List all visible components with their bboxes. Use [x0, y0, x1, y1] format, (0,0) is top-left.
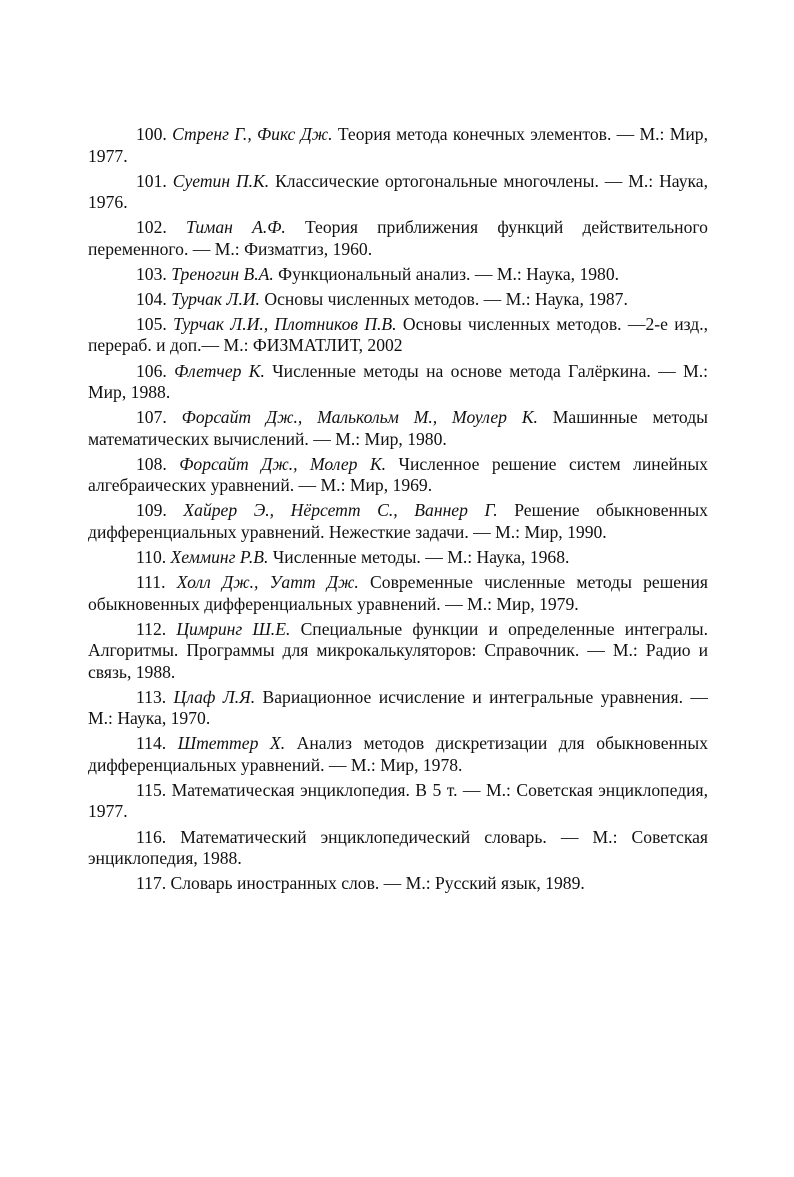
reference-number: 113. — [136, 686, 167, 707]
reference-number: 110. — [136, 546, 167, 567]
reference-authors: Флетчер К. — [174, 360, 265, 381]
reference-entry — [88, 572, 708, 615]
reference-authors: Цлаф Л.Я. — [173, 686, 256, 707]
bibliography-list — [88, 124, 708, 898]
reference-authors: Цимринг Ш.Е. — [176, 618, 291, 639]
reference-number: 112. — [136, 618, 167, 639]
reference-number: 106. — [136, 360, 167, 381]
reference-authors: Форсайт Дж., Малькольм М., Моулер К. — [181, 407, 538, 428]
reference-text: Численные методы на основе метода Галёркина. — М.: Мир, 1988. — [88, 360, 708, 403]
reference-entry — [88, 827, 708, 870]
reference-authors: Хемминг Р.В. — [170, 546, 269, 567]
reference-authors: Турчак Л.И. — [171, 288, 260, 309]
reference-number: 100. — [136, 124, 167, 144]
reference-text: Численные методы. — М.: Наука, 1968. — [272, 546, 570, 567]
reference-entry — [88, 733, 708, 776]
reference-authors: Стренг Г., Фикс Дж. — [172, 124, 333, 144]
reference-number: 111. — [136, 572, 166, 593]
reference-number: 115. — [136, 779, 167, 800]
reference-text: Анализ методов дискретизации для обыкновенных дифференциальных уравнений. — М.: Мир, 1978. — [88, 733, 708, 775]
reference-text: Основы численных методов. —2-е изд., перераб. и доп.— М.: ФИЗМАТЛИТ, 2002 — [88, 313, 708, 356]
reference-entry — [88, 780, 708, 823]
reference-text: Вариационное исчисление и интегральные уравнения. — М.: Наука, 1970. — [88, 686, 708, 729]
reference-number: 107. — [136, 407, 167, 428]
reference-entry — [88, 687, 708, 730]
reference-text: Математический энциклопедический словарь. — М.: Советская энциклопедия, 1988. — [88, 826, 708, 868]
reference-text: Современные численные методы решения обыкновенных дифференциальных уравнений. — М.: Мир, 1979. — [88, 572, 708, 614]
reference-text: Словарь иностранных слов. — М.: Русский язык, 1989. — [170, 873, 585, 894]
reference-number: 101. — [136, 170, 167, 191]
reference-text: Математическая энциклопедия. В 5 т. — М.: Советская энциклопедия, 1977. — [88, 779, 708, 822]
reference-authors: Штеттер Х. — [177, 733, 286, 754]
reference-entry — [88, 217, 708, 260]
reference-entry — [88, 124, 708, 167]
reference-text: Решение обыкновенных дифференциальных уравнений. Нежесткие задачи. — М.: Мир, 1990. — [88, 500, 708, 542]
reference-entry — [88, 361, 708, 404]
reference-number: 109. — [136, 500, 167, 521]
reference-number: 117. — [136, 873, 167, 894]
reference-entry — [88, 500, 708, 543]
reference-number: 116. — [136, 826, 167, 847]
reference-authors: Турчак Л.И., Плотников П.В. — [173, 313, 397, 334]
reference-entry — [88, 547, 708, 569]
reference-entry — [88, 289, 708, 311]
reference-entry — [88, 407, 708, 450]
reference-text: Функциональный анализ. — М.: Наука, 1980. — [278, 263, 620, 284]
reference-authors: Хайрер Э., Нёрсетт С., Ваннер Г. — [183, 500, 498, 521]
reference-authors: Треногин В.А. — [171, 263, 274, 284]
reference-number: 102. — [136, 217, 167, 238]
reference-authors: Тиман А.Ф. — [185, 217, 286, 238]
reference-text: Теория приближения функций действительного переменного. — М.: Физматгиз, 1960. — [88, 217, 708, 259]
reference-entry — [88, 873, 708, 895]
reference-text: Теория метода конечных элементов. — М.: Мир, 1977. — [88, 124, 708, 166]
reference-number: 104. — [136, 288, 167, 309]
reference-entry — [88, 314, 708, 357]
reference-authors: Форсайт Дж., Молер К. — [179, 453, 387, 474]
reference-number: 108. — [136, 453, 167, 474]
reference-text: Специальные функции и определенные интегралы. Алгоритмы. Программы для микрокалькуляторов: Справочник. — М.: Радио и связь, 1988. — [88, 618, 709, 682]
reference-authors: Суетин П.К. — [172, 170, 270, 191]
reference-number: 105. — [136, 313, 167, 334]
reference-entry — [88, 171, 708, 214]
reference-entry — [88, 264, 708, 286]
reference-text: Основы численных методов. — М.: Наука, 1987. — [264, 288, 628, 309]
reference-number: 103. — [136, 263, 167, 284]
reference-text: Численное решение систем линейных алгебраических уравнений. — М.: Мир, 1969. — [88, 453, 708, 496]
reference-text: Машинные методы математических вычислений. — М.: Мир, 1980. — [88, 407, 708, 449]
reference-text: Классические ортогональные многочлены. — М.: Наука, 1976. — [88, 170, 708, 213]
reference-number: 114. — [136, 733, 167, 754]
reference-entry — [88, 619, 708, 684]
reference-authors: Холл Дж., Уатт Дж. — [176, 572, 359, 593]
reference-entry — [88, 454, 708, 497]
